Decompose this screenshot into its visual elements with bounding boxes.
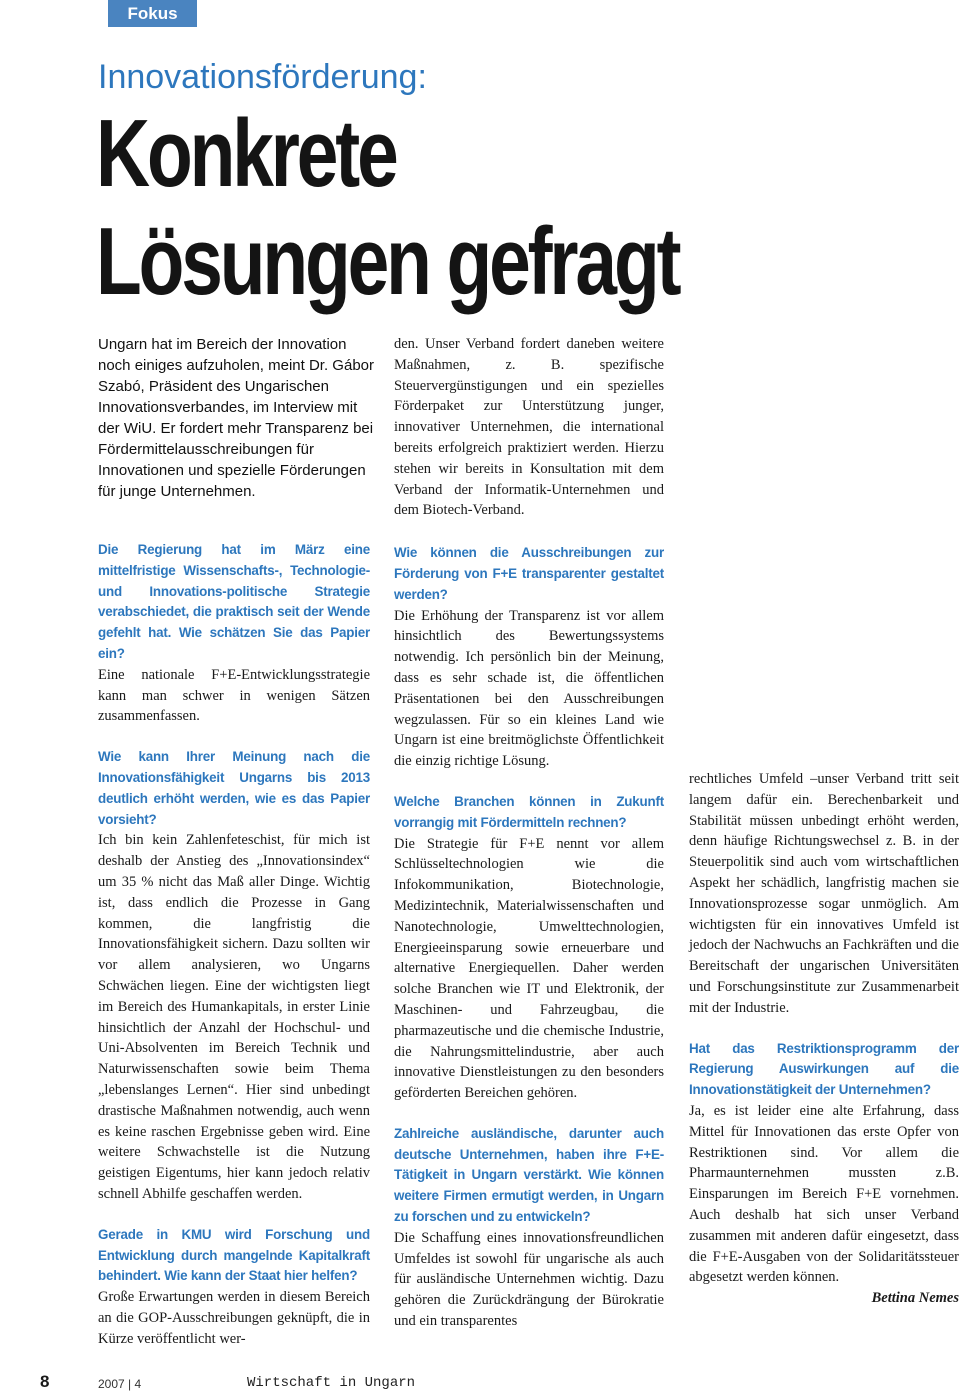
answer-text: rechtliches Umfeld –unser Verband tritt seit langem dafür ein. Berechenbarkeit und Stabilität müssen unbedingt erhöht werden, denn häufige Richtungswechsel z. B. in der Steuerpolitik sind auch vom wirtschaftlichen Aspekt her schädlich, langfristig machen sie Innovationsprozesse sogar unmöglich. Am wichtigsten für ein innovatives Umfeld ist jedoch der Nachwuchs an Fachkräften und die Bereitschaft der ungarischen Universitäten und Forschungsinstitute zur Zusammenarbeit mit der Industrie. [689, 771, 959, 1016]
article-kicker: Innovationsförderung: [98, 58, 427, 96]
section-tab: Fokus [108, 0, 197, 27]
issue-label: 2007 | 4 [98, 1377, 142, 1391]
column-2 [394, 334, 664, 1332]
answer-text: den. Unser Verband fordert daneben weitere Maßnahmen, z. B. spezifische Steuervergünstigungen und ein spezielles Förderpaket zur Unterstützung junger, innovativer Unternehmen, die international bereits erfolgreich praktiziert werden. Hierzu stehen wir bereits in Konsultation mit dem Verband der Informatik-Unternehmen und dem Biotech-Verband. [394, 336, 664, 519]
author-byline: Bettina Nemes [871, 1290, 959, 1307]
answer-text: Die Schaffung eines innovationsfreundlichen Umfeldes ist sowohl für ungarische als auch für ausländische Unternehmen wichtig. Dazu gehören die Zurückdrängung der Bürokratie und ein transparentes [394, 1229, 664, 1330]
question-text: Zahlreiche ausländische, darunter auch deutsche Unternehmen, haben ihre F+E-Tätigkeit in Ungarn verstärkt. Wie können weitere Firmen ermutigt werden, in Ungarn zu forschen und zu entwickeln? [394, 1125, 664, 1225]
answer-text: Ja, es ist leider eine alte Erfahrung, dass Mittel für Innovationen das erste Opfer von Restriktionen sind. Vor allem die Pharmaunternehmen mussten z.B. Einsparungen im Bereich F+E vornehmen. Auch deshalb hat sich unser Verband zusammen mit anderen dafür eingesetzt, dass die F+E-Ausgaben von der Solidaritätssteuer abgesetzt werden können. [689, 1102, 959, 1286]
question [98, 1225, 370, 1287]
question [98, 540, 370, 665]
question-text: Wie schätzen Sie das Papier ein? [98, 625, 370, 661]
article-headline: Konkrete Lösungen gefragt [96, 100, 679, 315]
question-text: Wie können die Ausschreibungen zur Förderung von F+E transparenter gestaltet werden? [394, 545, 664, 602]
question-text: Wie kann Ihrer Meinung nach die Innovationsfähigkeit Ungarns bis 2013 deutlich erhöht werden, wie es das Papier vorsieht? [98, 749, 370, 827]
question-text: Gerade in KMU wird Forschung und Entwicklung durch mangelnde Kapitalkraft behindert. [98, 1226, 370, 1284]
answer-text: Die Strategie für F+E nennt vor allem Schlüsseltechnologien wie die Infokommunikation, Biotechnologie, Medizintechnik, Materialwissenschaften und Nanotechnologie, Umwelttechnologien, Energieeinsparung sowie erneuerbare und alternative Energiequellen. Daher werden solche Branchen wie IT und Elektronik, der Maschinen- und Fahrzeugbau, die pharmazeutische und die chemische Industrie, die Nahrungsmittelindustrie, aber auch innovative Dienstleistungen zu den besonders geförderten Bereichen gehören. [394, 835, 664, 1102]
article-lead: Ungarn hat im Bereich der Innovation noch einiges aufzuholen, meint Dr. Gábor Szabó, Präsident des Ungarischen Innovationsverbandes, im Interview mit der WiU. Er fordert mehr Transparenz bei Fördermittelausschreibungen für Innovationen und spezielle Förderungen für junge Unternehmen. [98, 336, 374, 500]
answer-text: Eine nationale F+E-Entwicklungsstrategie kann man schwer in wenigen Sätzen zusammenfassen. [98, 666, 370, 725]
answer-text: Große Erwartungen werden in diesem Bereich an die GOP-Ausschreibungen geknüpft, die in Kürze veröffentlicht wer- [98, 1289, 370, 1347]
column-1 [98, 540, 370, 1349]
magazine-name: Wirtschaft in Ungarn [247, 1375, 416, 1391]
column-3 [689, 769, 959, 1309]
answer-text: Die Erhöhung der Transparenz ist vor allem hinsichtlich des Bewertungssystems notwendig. Ich persönlich bin der Meinung, dass es sehr schade ist, die öffentlichen Präsentationen bei den Ausschreibungen wegzulassen. Für so ein kleines Land wie Ungarn ist eine breitmöglichste Öffentlichkeit die einzig richtige Lösung. [394, 607, 664, 770]
question-text: Wie kann der Staat hier helfen? [164, 1268, 358, 1284]
question-text: Hat das Restriktionsprogramm der Regierung Auswirkungen auf die Innovationstätigkeit der Unternehmen? [689, 1040, 959, 1098]
answer-text: Ich bin kein Zahlenfeteschist, für mich ist deshalb der Anstieg des „Innovationsindex“ um 35 % nicht das Maß aller Dinge. Wichtig ist, dass endlich die Prozesse in Gang kommen, die langfristig die Innovationsfähigkeit sichern. Dazu sollten wir vor allem analysieren, wo Ungarns Schwächen liegen. Eine der wichtigsten liegt im Bereich des Humankapitals, in erster Linie hinsichtlich der Anzahl der Hochschul- und Uni-Absolventen im Bereich Technik und Naturwissenschaften sowie beim Thema „lebenslanges Lernen“. Hier sind unbedingt drastische Maßnahmen notwendig, auch wenn es keine raschen Ergebnisse geben wird. Eine weitere Schwachstelle ist die Nutzung geistigen Eigentums, hier kann jedoch relativ schnell Abhilfe geschaffen werden. [98, 832, 370, 1202]
page-footer [40, 1372, 440, 1392]
question-text: Welche Branchen können in Zukunft vorrangig mit Fördermitteln rechnen? [394, 793, 664, 830]
question-text: Die Regierung hat im März eine mittelfristige Wissenschafts-, Technologie- und Innovations-politische Strategie verabschiedet, die praktisch seit der Wende gefehlt hat. [98, 542, 370, 641]
page-number: 8 [40, 1372, 50, 1391]
